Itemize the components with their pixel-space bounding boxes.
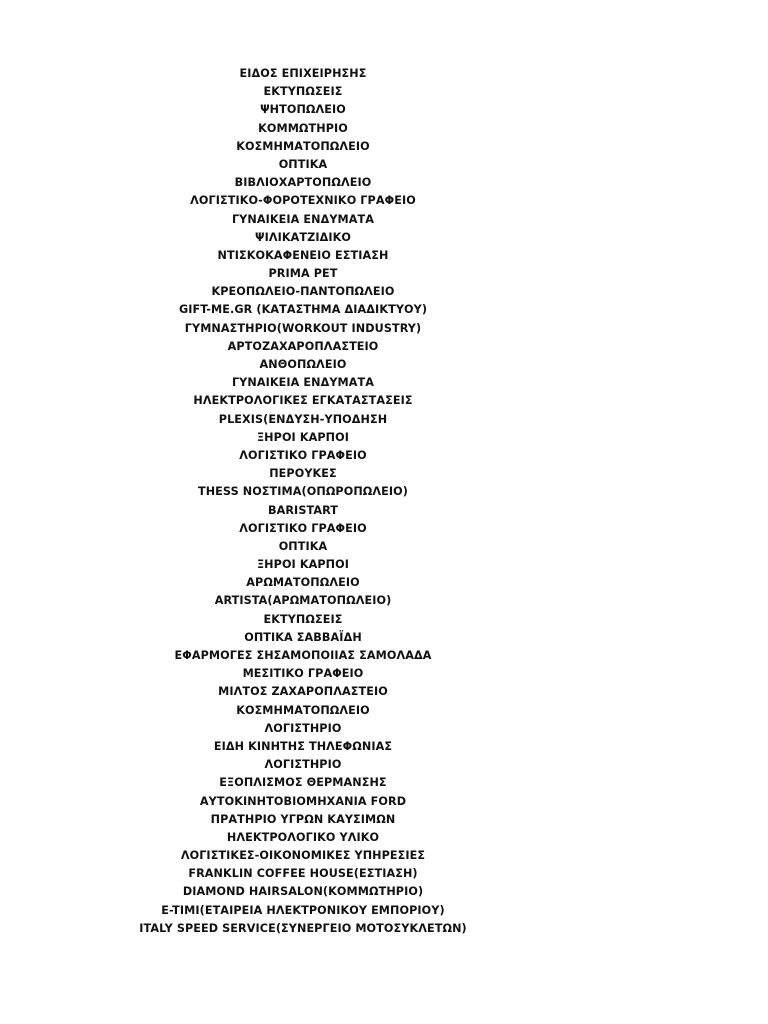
list-item: ΗΛΕΚΤΡΟΛΟΓΙΚΟ ΥΛΙΚΟ	[226, 830, 380, 844]
list-item: ΓΥΝΑΙΚΕΙΑ ΕΝΔΥΜΑΤΑ	[231, 212, 375, 226]
list-item: ΞΗΡΟΙ ΚΑΡΠΟΙ	[257, 430, 349, 444]
list-item: ΝΤΙΣΚΟΚΑΦΕΝΕΙΟ ΕΣΤΙΑΣΗ	[217, 248, 389, 262]
list-item: ΠΡΑΤΗΡΙΟ ΥΓΡΩΝ ΚΑΥΣΙΜΩΝ	[210, 812, 396, 826]
list-item: ΛΟΓΙΣΤΙΚΟ ΓΡΑΦΕΙΟ	[239, 448, 367, 462]
list-item: ΚΟΣΜΗΜΑΤΟΠΩΛΕΙΟ	[236, 139, 370, 153]
list-item: ΛΟΓΙΣΤΙΚΟ ΓΡΑΦΕΙΟ	[239, 521, 367, 535]
list-item: PLEXIS(ΕΝΔΥΣΗ-ΥΠΟΔΗΣΗ	[218, 412, 388, 426]
list-item: ΛΟΓΙΣΤΙΚΕΣ-ΟΙΚΟΝΟΜΙΚΕΣ ΥΠΗΡΕΣΙΕΣ	[180, 849, 426, 863]
list-item: ΕΦΑΡΜΟΓΕΣ ΣΗΣΑΜΟΠΟΙΙΑΣ ΣΑΜΟΛΑΔΑ	[174, 649, 432, 662]
list-item: ΟΠΤΙΚΑ ΣΑΒΒΑΪΔΗ	[244, 630, 362, 644]
list-item: ΟΠΤΙΚΑ	[278, 157, 328, 171]
list-item: ΕΚΤΥΠΩΣΕΙΣ	[263, 612, 343, 626]
list-item: THESS ΝΟΣΤΙΜΑ(ΟΠΩΡΟΠΩΛΕΙΟ)	[197, 485, 408, 499]
list-item: ΜΕΣΙΤΙΚΟ ΓΡΑΦΕΙΟ	[242, 667, 364, 681]
list-item: ΒΙΒΛΙΟΧΑΡΤΟΠΩΛΕΙΟ	[234, 176, 372, 190]
list-item: DIAMOND HAIRSALON(ΚΟΜΜΩΤΗΡΙΟ)	[182, 885, 424, 899]
list-item: ΚΟΣΜΗΜΑΤΟΠΩΛΕΙΟ	[236, 703, 370, 717]
list-item: PRIMA PET	[268, 267, 338, 281]
list-item: E-TIMI(ΕΤΑΙΡΕΙΑ ΗΛΕΚΤΡΟΝΙΚΟΥ ΕΜΠΟΡΙΟΥ)	[161, 903, 445, 917]
list-item: ΛΟΓΙΣΤΗΡΙΟ	[264, 758, 342, 772]
list-item: FRANKLIN COFFEE HOUSE(ΕΣΤΙΑΣΗ)	[188, 867, 418, 881]
business-type-list	[0, 65, 606, 938]
list-item: ΛΟΓΙΣΤΙΚΟ-ΦΟΡΟΤΕΧΝΙΚΟ ΓΡΑΦΕΙΟ	[190, 194, 416, 208]
list-item: ΛΟΓΙΣΤΗΡΙΟ	[264, 721, 342, 735]
list-item: ΓΥΜΝΑΣΤΗΡΙΟ(WORKOUT INDUSTRY)	[184, 321, 422, 335]
list-item: ΗΛΕΚΤΡΟΛΟΓΙΚΕΣ ΕΓΚΑΤΑΣΤΑΣΕΙΣ	[193, 394, 413, 408]
list-item: ΞΗΡΟΙ ΚΑΡΠΟΙ	[257, 558, 349, 572]
list-item: ΑΡΤΟΖΑΧΑΡΟΠΛΑΣΤΕΙΟ	[227, 339, 379, 353]
list-item: ΕΚΤΥΠΩΣΕΙΣ	[263, 85, 343, 99]
list-item: ΠΕΡΟΥΚΕΣ	[269, 467, 337, 481]
list-item: ΑΥΤΟΚΙΝΗΤΟΒΙΟΜΗΧΑΝΙΑ FORD	[199, 794, 407, 808]
list-item: ΜΙΛΤΟΣ ΖΑΧΑΡΟΠΛΑΣΤΕΙΟ	[218, 685, 388, 699]
column-heading: ΕΙΔΟΣ ΕΠΙΧΕΙΡΗΣΗΣ	[239, 67, 367, 80]
list-item: ΓΥΝΑΙΚΕΙΑ ΕΝΔΥΜΑΤΑ	[231, 376, 375, 390]
list-item: GIFT-ME.GR (ΚΑΤΑΣΤΗΜΑ ΔΙΑΔΙΚΤΥΟΥ)	[178, 303, 428, 317]
list-item: ΨΙΛΙΚΑΤΖΙΔΙΚΟ	[254, 230, 352, 244]
list-item: ΚΡΕΟΠΩΛΕΙΟ-ΠΑΝΤΟΠΩΛΕΙΟ	[211, 285, 395, 299]
list-item: ΚΟΜΜΩΤΗΡΙΟ	[258, 121, 348, 135]
list-item: ΨΗΤΟΠΩΛΕΙΟ	[260, 103, 346, 117]
list-item: ΟΠΤΙΚΑ	[278, 539, 328, 553]
list-item: BARISTART	[267, 503, 339, 517]
list-item: ARTISTA(ΑΡΩΜΑΤΟΠΩΛΕΙΟ)	[214, 594, 392, 608]
list-item: ITALY SPEED SERVICE(ΣΥΝΕΡΓΕΙΟ ΜΟΤΟΣΥΚΛΕΤΩΝ)	[139, 921, 467, 935]
list-item: ΑΡΩΜΑΤΟΠΩΛΕΙΟ	[246, 576, 360, 590]
list-item: ΕΙΔΗ ΚΙΝΗΤΗΣ ΤΗΛΕΦΩΝΙΑΣ	[213, 739, 393, 753]
list-item: ΑΝΘΟΠΩΛΕΙΟ	[259, 358, 347, 371]
list-item: ΕΞΟΠΛΙΣΜΟΣ ΘΕΡΜΑΝΣΗΣ	[219, 776, 387, 790]
